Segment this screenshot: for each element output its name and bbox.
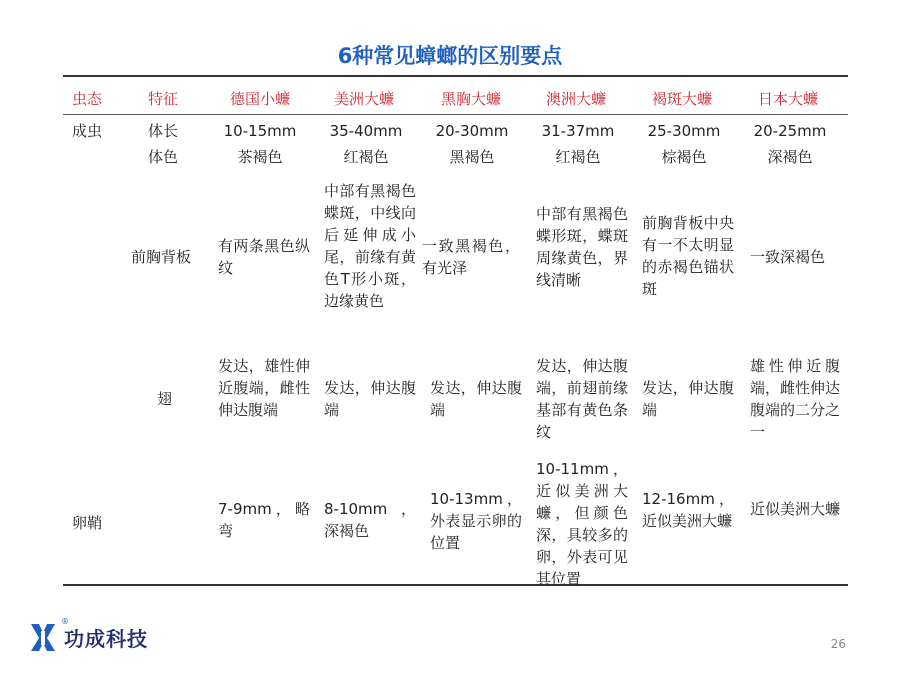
wing-cell: 发达，雄性伸近腹端，雌性伸达腹端 bbox=[218, 357, 310, 419]
wing-cell: 发达，伸达腹端 bbox=[324, 379, 416, 419]
color-cell: 茶褐色 bbox=[237, 148, 283, 166]
header-stage: 虫态 bbox=[72, 90, 103, 108]
header-feature: 特征 bbox=[148, 90, 179, 108]
page-title: 6种常见蟑螂的区别要点 bbox=[337, 44, 563, 68]
feature-body-length: 体长 bbox=[148, 122, 179, 140]
color-cell: 红褐色 bbox=[343, 148, 389, 166]
wing-cell: 发达，伸达腹端 bbox=[642, 379, 734, 419]
header-smokybrown-cockroach: 黑胸大蠊 bbox=[441, 90, 502, 108]
header-divider bbox=[63, 114, 848, 115]
color-cell: 黑褐色 bbox=[449, 148, 495, 166]
pronotum-cell: 中部有黑褐色蝶形斑，蝶斑周缘黄色，界线清晰 bbox=[536, 205, 628, 289]
logo-text: 功成科技 bbox=[64, 627, 148, 651]
header-brown-cockroach: 褐斑大蠊 bbox=[652, 90, 713, 108]
length-cell: 31-37mm bbox=[541, 122, 615, 140]
length-cell: 20-30mm bbox=[435, 122, 509, 140]
ootheca-cell: 近似美洲大蠊 bbox=[750, 500, 841, 518]
company-logo bbox=[28, 617, 158, 657]
color-cell: 红褐色 bbox=[555, 148, 601, 166]
length-cell: 20-25mm bbox=[753, 122, 827, 140]
length-cell: 35-40mm bbox=[329, 122, 403, 140]
length-cell: 10-15mm bbox=[223, 122, 297, 140]
header-australian-cockroach: 澳洲大蠊 bbox=[546, 90, 607, 108]
feature-pronotum: 前胸背板 bbox=[131, 248, 192, 266]
stage-adult: 成虫 bbox=[72, 122, 103, 140]
ootheca-cell: 7-9mm，略弯 bbox=[218, 500, 310, 540]
ootheca-cell: 10-13mm，外表显示卵的位置 bbox=[430, 490, 522, 552]
pronotum-cell: 前胸背板中央有一不太明显的赤褐色锚状斑 bbox=[642, 214, 734, 298]
page-number: 26 bbox=[830, 637, 846, 651]
feature-wing: 翅 bbox=[157, 390, 173, 408]
pronotum-cell: 有两条黑色纵纹 bbox=[218, 237, 310, 277]
registered-mark: ® bbox=[61, 617, 69, 626]
wing-cell: 雄性伸近腹端，雌性伸达腹端的二分之一 bbox=[750, 357, 841, 441]
stage-ootheca: 卵鞘 bbox=[72, 514, 103, 532]
header-german-cockroach: 德国小蠊 bbox=[230, 90, 291, 108]
header-japanese-cockroach: 日本大蠊 bbox=[758, 90, 819, 108]
ootheca-cell: 12-16mm，近似美洲大蠊 bbox=[642, 490, 734, 530]
color-cell: 深褐色 bbox=[767, 148, 813, 166]
logo-mark-icon bbox=[28, 621, 58, 653]
pronotum-cell: 中部有黑褐色蝶斑，中线向后延伸成小尾，前缘有黄色T形小斑，边缘黄色 bbox=[324, 182, 416, 310]
length-cell: 25-30mm bbox=[647, 122, 721, 140]
header-american-cockroach: 美洲大蠊 bbox=[334, 90, 395, 108]
table-top-rule bbox=[63, 75, 848, 77]
wing-cell: 发达，伸达腹端 bbox=[430, 379, 522, 419]
table-bottom-rule bbox=[63, 584, 848, 586]
wing-cell: 发达，伸达腹端，前翅前缘基部有黄色条纹 bbox=[536, 357, 628, 441]
pronotum-cell: 一致深褐色 bbox=[750, 248, 826, 266]
ootheca-cell: 8-10mm ，深褐色 bbox=[324, 500, 416, 540]
ootheca-cell: 10-11mm，近似美洲大蠊，但颜色深，具较多的卵，外表可见其位置 bbox=[536, 460, 628, 588]
color-cell: 棕褐色 bbox=[661, 148, 707, 166]
pronotum-cell: 一致黑褐色，有光泽 bbox=[422, 237, 520, 277]
feature-body-color: 体色 bbox=[148, 148, 179, 166]
